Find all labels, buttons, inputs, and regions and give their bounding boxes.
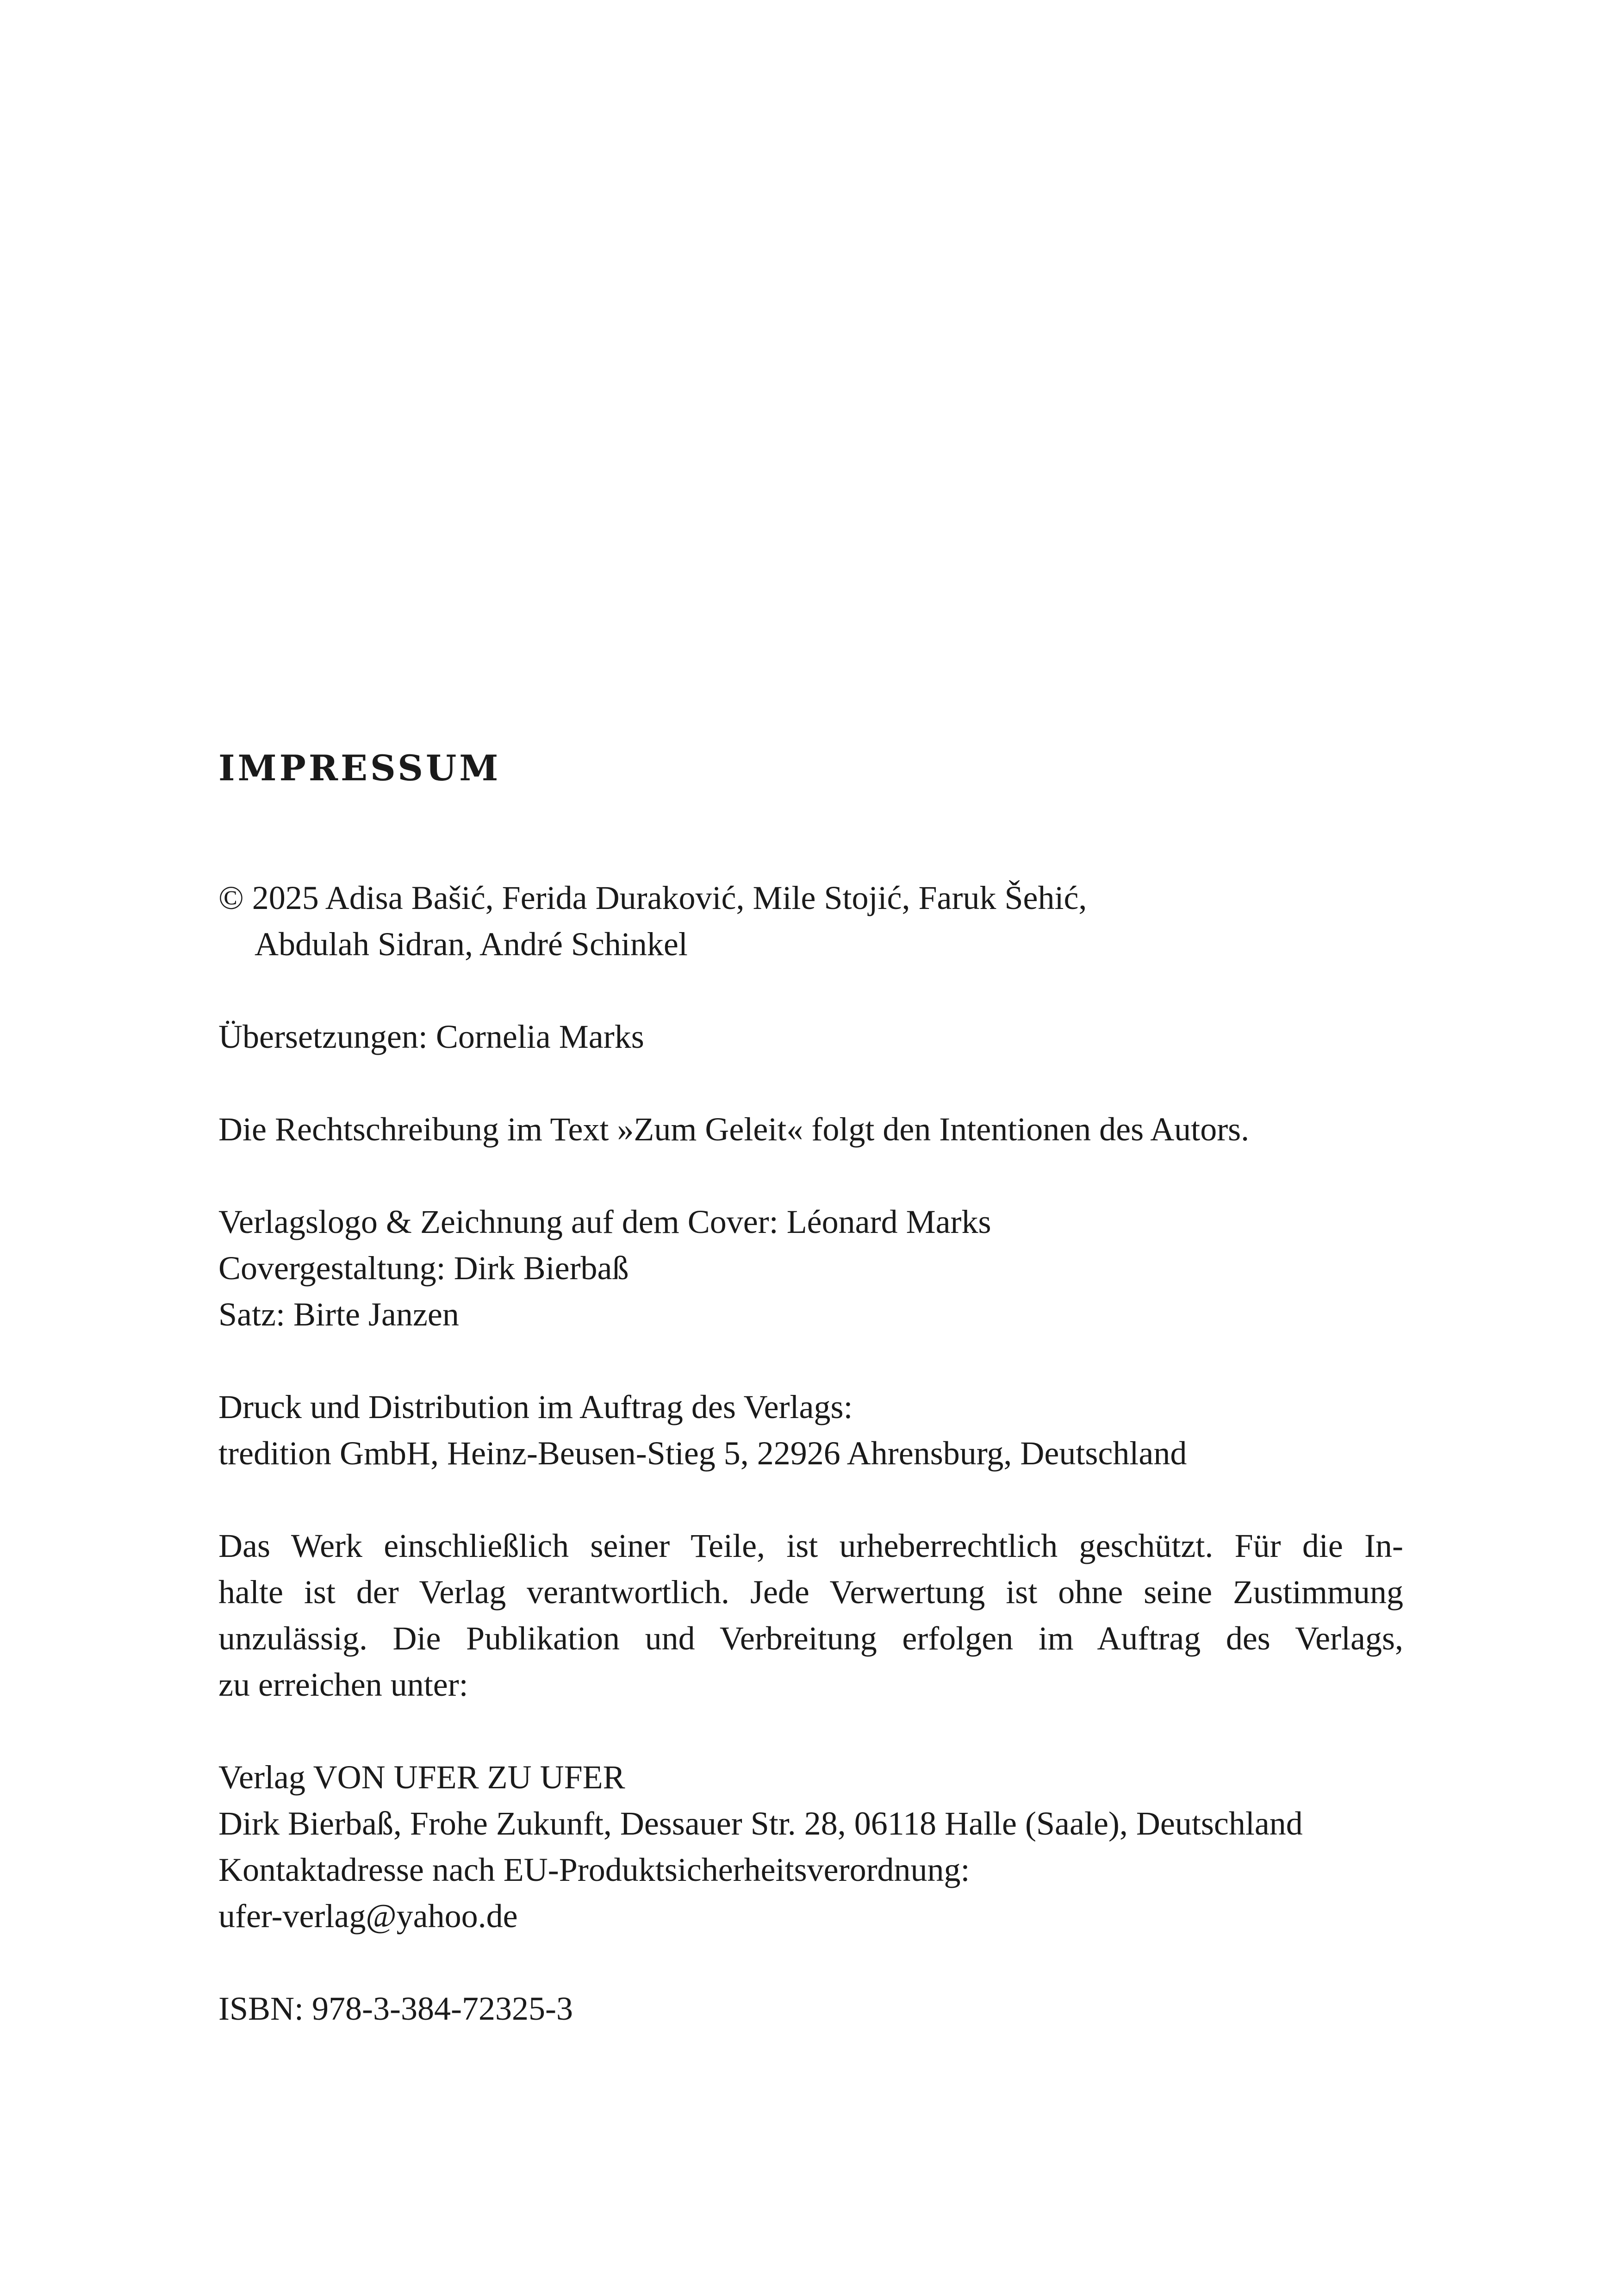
printing-line-2: tredition GmbH, Heinz-Beusen-Stieg 5, 22926 Ahrensburg, Deutschland bbox=[218, 1435, 1187, 1472]
copyright-block bbox=[218, 875, 1403, 967]
rights-line-1: Das Werk einschließlich seiner Teile, ist urheberrechtlich geschützt. Für die In- bbox=[218, 1527, 1403, 1564]
publisher-name: Verlag VON UFER ZU UFER bbox=[218, 1759, 625, 1796]
logo-cover-credit: Verlagslogo & Zeichnung auf dem Cover: Léonard Marks bbox=[218, 1203, 991, 1240]
publisher-email: ufer-verlag@yahoo.de bbox=[218, 1898, 518, 1935]
credits-block bbox=[218, 1199, 1403, 1338]
page-title: IMPRESSUM bbox=[218, 747, 501, 789]
rights-block bbox=[218, 1523, 1403, 1708]
rights-line-3: unzulässig. Die Publikation und Verbreitung erfolgen im Auftrag des Verlags, bbox=[218, 1620, 1403, 1657]
isbn-block bbox=[218, 1985, 1403, 2032]
orthography-note: Die Rechtschreibung im Text »Zum Geleit« folgt den Intentionen des Autors. bbox=[218, 1111, 1250, 1148]
printing-block bbox=[218, 1384, 1403, 1476]
typesetting-credit: Satz: Birte Janzen bbox=[218, 1296, 459, 1333]
publisher-block bbox=[218, 1754, 1403, 1939]
rights-line-4: zu erreichen unter: bbox=[218, 1666, 468, 1703]
orthography-block bbox=[218, 1106, 1403, 1152]
contact-label: Kontaktadresse nach EU-Produktsicherheitsverordnung: bbox=[218, 1851, 970, 1888]
publisher-address: Dirk Bierbaß, Frohe Zukunft, Dessauer Str. 28, 06118 Halle (Saale), Deutschland bbox=[218, 1805, 1303, 1842]
impressum-content bbox=[218, 745, 1403, 2078]
copyright-line-1: © 2025 Adisa Bašić, Ferida Duraković, Mile Stojić, Faruk Šehić, bbox=[218, 879, 1087, 916]
cover-design-credit: Covergestaltung: Dirk Bierbaß bbox=[218, 1250, 629, 1287]
translation-credit: Übersetzungen: Cornelia Marks bbox=[218, 1018, 644, 1055]
copyright-line-2: Abdulah Sidran, André Schinkel bbox=[255, 926, 688, 963]
translation-block bbox=[218, 1014, 1403, 1060]
printing-line-1: Druck und Distribution im Auftrag des Verlags: bbox=[218, 1388, 853, 1425]
rights-line-2: halte ist der Verlag verantwortlich. Jede Verwertung ist ohne seine Zustimmung bbox=[218, 1574, 1403, 1611]
isbn-number: ISBN: 978-3-384-72325-3 bbox=[218, 1990, 573, 2027]
